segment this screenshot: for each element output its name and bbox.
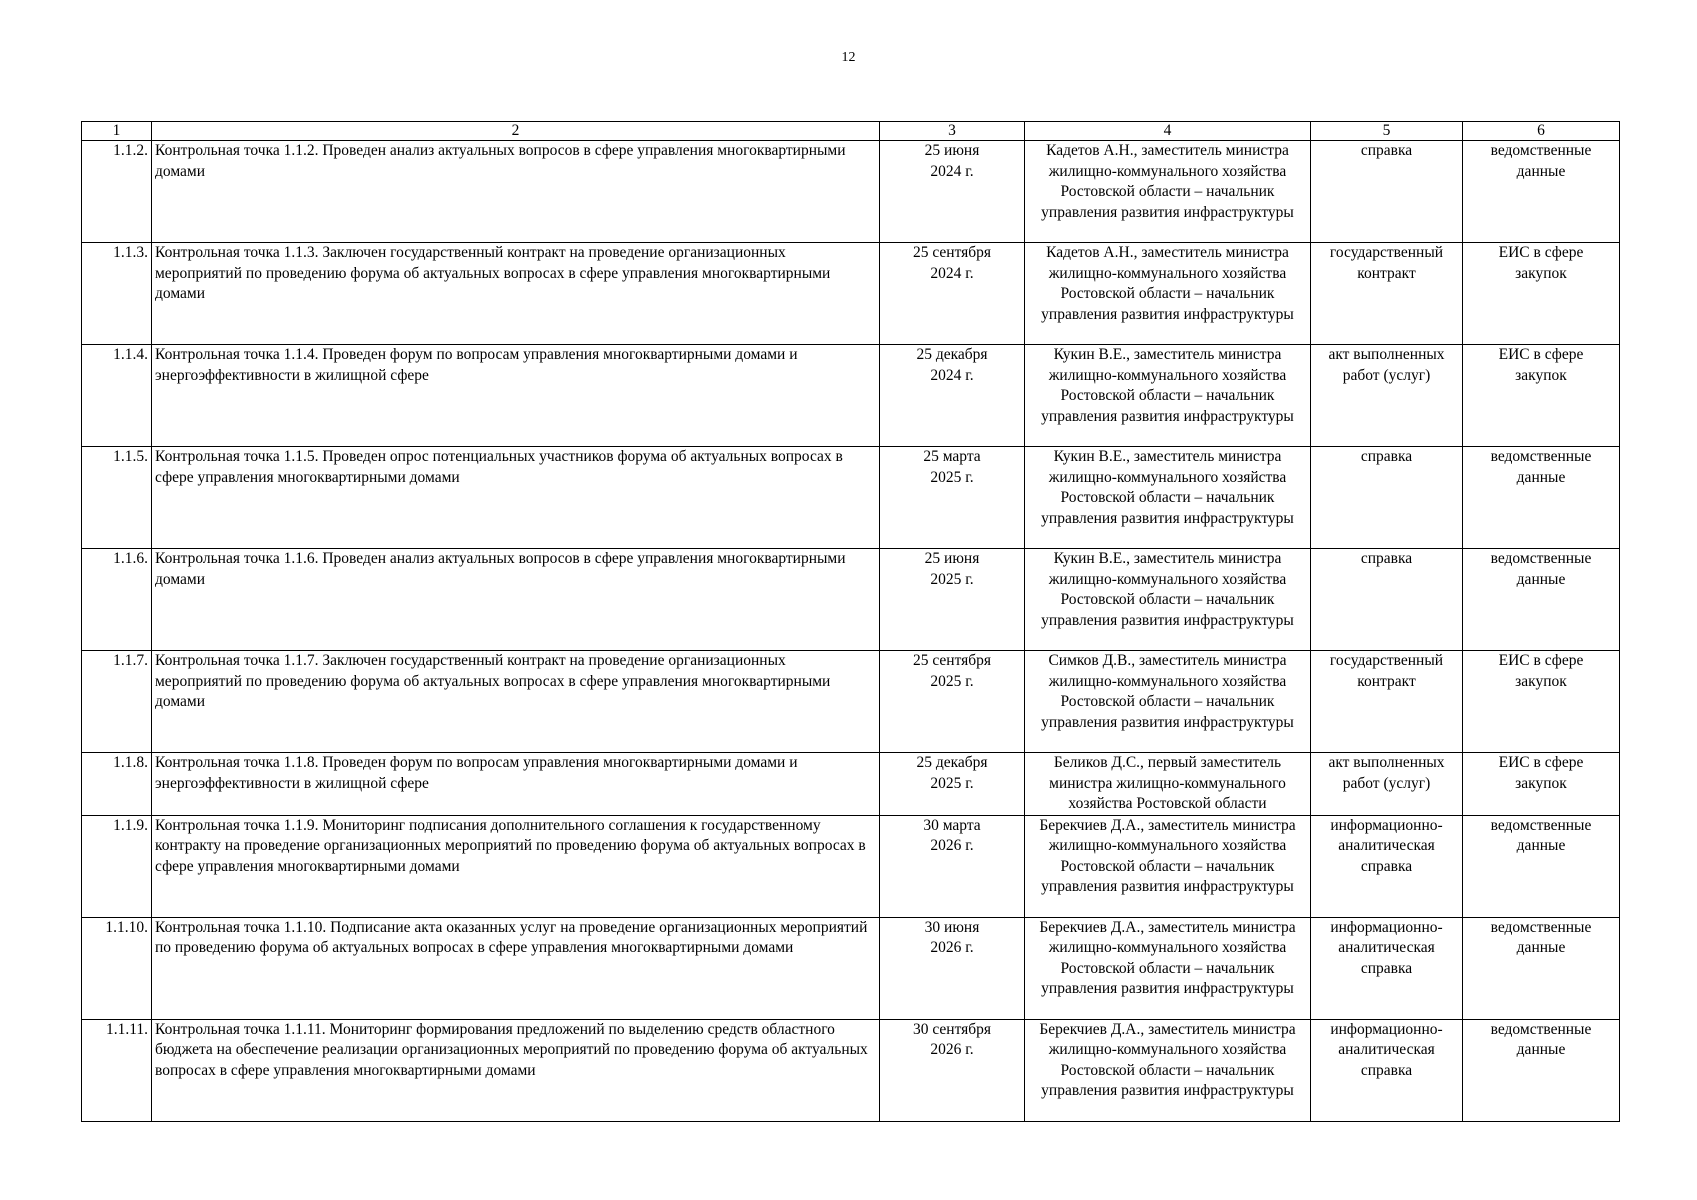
information-source: ведомственные данные	[1463, 141, 1620, 243]
responsible-person: Кукин В.Е., заместитель министра жилищно-коммунального хозяйства Ростовской области – начальник управления развития инфраструктуры	[1025, 549, 1311, 651]
table-row	[82, 753, 1620, 816]
information-source: ЕИС в сфере закупок	[1463, 753, 1620, 816]
confirming-document: государственный контракт	[1311, 651, 1463, 753]
due-date: 25 декабря 2025 г.	[880, 753, 1025, 816]
confirming-document: справка	[1311, 447, 1463, 549]
row-number: 1.1.9.	[82, 815, 152, 917]
control-point-name: Контрольная точка 1.1.9. Мониторинг подписания дополнительного соглашения к государственному контракту на проведение организационных мероприятий по проведению форума об актуальных вопросах в сфере управления многоквартирными домами	[152, 815, 880, 917]
information-source: ведомственные данные	[1463, 815, 1620, 917]
row-number: 1.1.11.	[82, 1019, 152, 1121]
table-row	[82, 345, 1620, 447]
header-col-5: 5	[1311, 122, 1463, 141]
responsible-person: Кукин В.Е., заместитель министра жилищно-коммунального хозяйства Ростовской области – начальник управления развития инфраструктуры	[1025, 345, 1311, 447]
due-date: 25 сентября 2024 г.	[880, 243, 1025, 345]
due-date: 25 июня 2025 г.	[880, 549, 1025, 651]
confirming-document: государственный контракт	[1311, 243, 1463, 345]
responsible-person: Симков Д.В., заместитель министра жилищно-коммунального хозяйства Ростовской области – начальник управления развития инфраструктуры	[1025, 651, 1311, 753]
control-point-name: Контрольная точка 1.1.3. Заключен государственный контракт на проведение организационных мероприятий по проведению форума об актуальных вопросах в сфере управления многоквартирными домами	[152, 243, 880, 345]
row-number: 1.1.3.	[82, 243, 152, 345]
responsible-person: Кадетов А.Н., заместитель министра жилищно-коммунального хозяйства Ростовской области – начальник управления развития инфраструктуры	[1025, 243, 1311, 345]
table-row	[82, 447, 1620, 549]
information-source: ЕИС в сфере закупок	[1463, 345, 1620, 447]
due-date: 25 сентября 2025 г.	[880, 651, 1025, 753]
control-point-name: Контрольная точка 1.1.11. Мониторинг формирования предложений по выделению средств областного бюджета на обеспечение реализации организационных мероприятий по проведению форума об актуальных вопросах в сфере управления многоквартирными домами	[152, 1019, 880, 1121]
information-source: ведомственные данные	[1463, 1019, 1620, 1121]
row-number: 1.1.5.	[82, 447, 152, 549]
information-source: ЕИС в сфере закупок	[1463, 243, 1620, 345]
confirming-document: информационно- аналитическая справка	[1311, 815, 1463, 917]
row-number: 1.1.8.	[82, 753, 152, 816]
table-row	[82, 243, 1620, 345]
information-source: ведомственные данные	[1463, 917, 1620, 1019]
responsible-person: Кукин В.Е., заместитель министра жилищно-коммунального хозяйства Ростовской области – начальник управления развития инфраструктуры	[1025, 447, 1311, 549]
table-row	[82, 917, 1620, 1019]
due-date: 30 сентября 2026 г.	[880, 1019, 1025, 1121]
control-point-name: Контрольная точка 1.1.7. Заключен государственный контракт на проведение организационных мероприятий по проведению форума об актуальных вопросах в сфере управления многоквартирными домами	[152, 651, 880, 753]
responsible-person: Берекчиев Д.А., заместитель министра жилищно-коммунального хозяйства Ростовской области – начальник управления развития инфраструктуры	[1025, 917, 1311, 1019]
due-date: 25 декабря 2024 г.	[880, 345, 1025, 447]
due-date: 30 марта 2026 г.	[880, 815, 1025, 917]
responsible-person: Беликов Д.С., первый заместитель министра жилищно-коммунального хозяйства Ростовской области	[1025, 753, 1311, 816]
responsible-person: Берекчиев Д.А., заместитель министра жилищно-коммунального хозяйства Ростовской области – начальник управления развития инфраструктуры	[1025, 815, 1311, 917]
information-source: ведомственные данные	[1463, 549, 1620, 651]
control-point-name: Контрольная точка 1.1.2. Проведен анализ актуальных вопросов в сфере управления многоквартирными домами	[152, 141, 880, 243]
confirming-document: справка	[1311, 141, 1463, 243]
table-row	[82, 141, 1620, 243]
control-point-name: Контрольная точка 1.1.8. Проведен форум по вопросам управления многоквартирными домами и энергоэффективности в жилищной сфере	[152, 753, 880, 816]
row-number: 1.1.7.	[82, 651, 152, 753]
row-number: 1.1.4.	[82, 345, 152, 447]
table-row	[82, 549, 1620, 651]
information-source: ведомственные данные	[1463, 447, 1620, 549]
control-point-name: Контрольная точка 1.1.4. Проведен форум по вопросам управления многоквартирными домами и энергоэффективности в жилищной сфере	[152, 345, 880, 447]
header-col-3: 3	[880, 122, 1025, 141]
control-point-name: Контрольная точка 1.1.5. Проведен опрос потенциальных участников форума об актуальных вопросах в сфере управления многоквартирными домами	[152, 447, 880, 549]
row-number: 1.1.2.	[82, 141, 152, 243]
table-row	[82, 651, 1620, 753]
confirming-document: акт выполненных работ (услуг)	[1311, 345, 1463, 447]
due-date: 30 июня 2026 г.	[880, 917, 1025, 1019]
control-points-table	[81, 121, 1620, 1122]
confirming-document: акт выполненных работ (услуг)	[1311, 753, 1463, 816]
information-source: ЕИС в сфере закупок	[1463, 651, 1620, 753]
row-number: 1.1.6.	[82, 549, 152, 651]
header-col-2: 2	[152, 122, 880, 141]
due-date: 25 марта 2025 г.	[880, 447, 1025, 549]
row-number: 1.1.10.	[82, 917, 152, 1019]
confirming-document: информационно- аналитическая справка	[1311, 917, 1463, 1019]
page-number: 12	[841, 50, 856, 65]
control-point-name: Контрольная точка 1.1.6. Проведен анализ актуальных вопросов в сфере управления многоквартирными домами	[152, 549, 880, 651]
table-row	[82, 815, 1620, 917]
header-col-1: 1	[82, 122, 152, 141]
due-date: 25 июня 2024 г.	[880, 141, 1025, 243]
table-row	[82, 1019, 1620, 1121]
header-row	[82, 122, 1620, 141]
confirming-document: информационно- аналитическая справка	[1311, 1019, 1463, 1121]
header-col-6: 6	[1463, 122, 1620, 141]
responsible-person: Кадетов А.Н., заместитель министра жилищно-коммунального хозяйства Ростовской области – начальник управления развития инфраструктуры	[1025, 141, 1311, 243]
control-point-name: Контрольная точка 1.1.10. Подписание акта оказанных услуг на проведение организационных мероприятий по проведению форума об актуальных вопросах в сфере управления многоквартирными домами	[152, 917, 880, 1019]
header-col-4: 4	[1025, 122, 1311, 141]
confirming-document: справка	[1311, 549, 1463, 651]
responsible-person: Берекчиев Д.А., заместитель министра жилищно-коммунального хозяйства Ростовской области – начальник управления развития инфраструктуры	[1025, 1019, 1311, 1121]
